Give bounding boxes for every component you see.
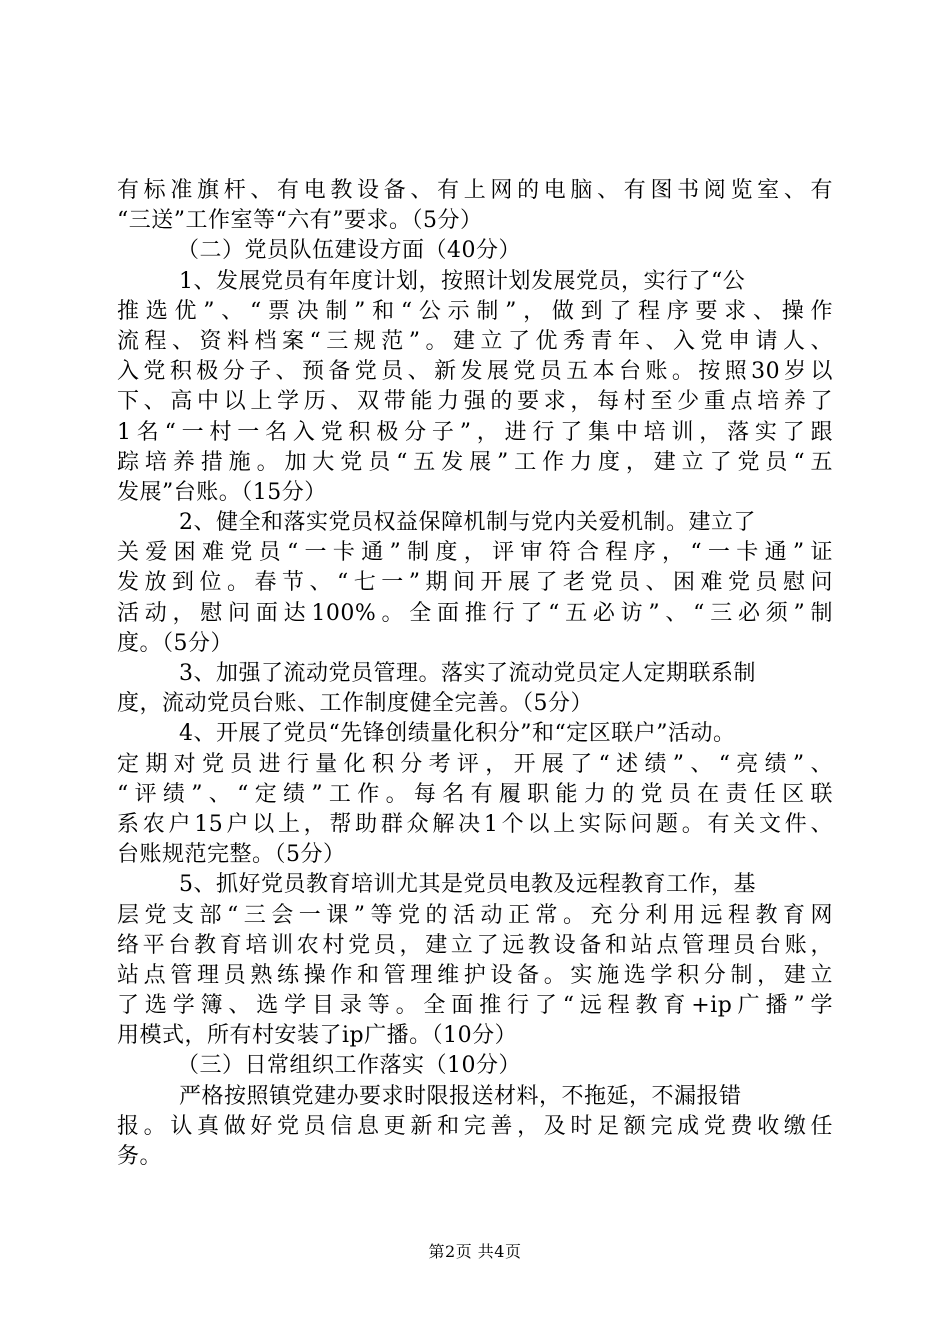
- text-line: 层党支部“三会一课”等党的活动正常。充分利用远程教育网: [117, 902, 833, 928]
- text-line: 推选优”、“票决制”和“公示制”，做到了程序要求、操作: [117, 298, 833, 324]
- text-line: 发放到位。春节、“七一”期间开展了老党员、困难党员慰问: [117, 570, 833, 596]
- text-line: 1名“一村一名入党积极分子”，进行了集中培训，落实了跟: [117, 419, 833, 445]
- text-line: 踪培养措施。加大党员“五发展”工作力度，建立了党员“五: [117, 449, 833, 475]
- page-number-label: 第2页 共4页: [428, 1242, 522, 1261]
- text-line: 流程、资料档案“三规范”。建立了优秀青年、入党申请人、: [117, 328, 833, 354]
- document-body: [117, 176, 833, 1172]
- text-line: 发展”台账。（15分）: [117, 479, 327, 505]
- text-line: 度，流动党员台账、工作制度健全完善。（5分）: [117, 691, 593, 717]
- text-line: 严格按照镇党建办要求时限报送材料，不拖延，不漏报错: [179, 1083, 742, 1109]
- text-line: 报。认真做好党员信息更新和完善，及时足额完成党费收缴任: [117, 1113, 833, 1139]
- text-line: （二）党员队伍建设方面（40分）: [177, 238, 521, 264]
- text-line: 入党积极分子、预备党员、新发展党员五本台账。按照30岁以: [117, 359, 833, 385]
- text-line: 台账规范完整。（5分）: [117, 842, 346, 868]
- text-line: 定期对党员进行量化积分考评，开展了“述绩”、“亮绩”、: [117, 751, 833, 777]
- text-line: “评绩”、“定绩”工作。每名有履职能力的党员在责任区联: [117, 781, 833, 807]
- text-line: 1、发展党员有年度计划，按照计划发展党员，实行了“公: [179, 268, 746, 294]
- text-line: 活动，慰问面达100%。全面推行了“五必访”、“三必须”制: [117, 600, 833, 626]
- page-footer: [0, 1242, 950, 1262]
- text-line: 系农户15户以上，帮助群众解决1个以上实际问题。有关文件、: [117, 811, 833, 837]
- text-line: 3、加强了流动党员管理。落实了流动党员定人定期联系制: [179, 661, 756, 686]
- text-line: 关爱困难党员“一卡通”制度，评审符合程序，“一卡通”证: [117, 540, 833, 566]
- text-line: 务。: [117, 1144, 163, 1169]
- text-line: 5、抓好党员教育培训尤其是党员电教及远程教育工作，基: [179, 872, 756, 898]
- text-line: 4、开展了党员“先锋创绩量化积分”和“定区联户”活动。: [179, 721, 736, 747]
- text-line: 用模式，所有村安装了ip广播。（10分）: [117, 1023, 518, 1049]
- text-line: 了选学簿、选学目录等。全面推行了“远程教育+ip广播”学: [117, 993, 833, 1019]
- text-line: 络平台教育培训农村党员，建立了远教设备和站点管理员台账，: [117, 932, 833, 958]
- text-line: 下、高中以上学历、双带能力强的要求，每村至少重点培养了: [117, 389, 833, 415]
- text-line: “三送”工作室等“六有”要求。（5分）: [117, 208, 483, 234]
- text-line: （三）日常组织工作落实（10分）: [177, 1053, 521, 1079]
- text-line: 度。（5分）: [117, 630, 233, 656]
- text-line: 2、健全和落实党员权益保障机制与党内关爱机制。建立了: [179, 510, 756, 536]
- text-line: 站点管理员熟练操作和管理维护设备。实施选学积分制，建立: [117, 962, 833, 988]
- text-line: 有标准旗杆、有电教设备、有上网的电脑、有图书阅览室、有: [117, 178, 833, 203]
